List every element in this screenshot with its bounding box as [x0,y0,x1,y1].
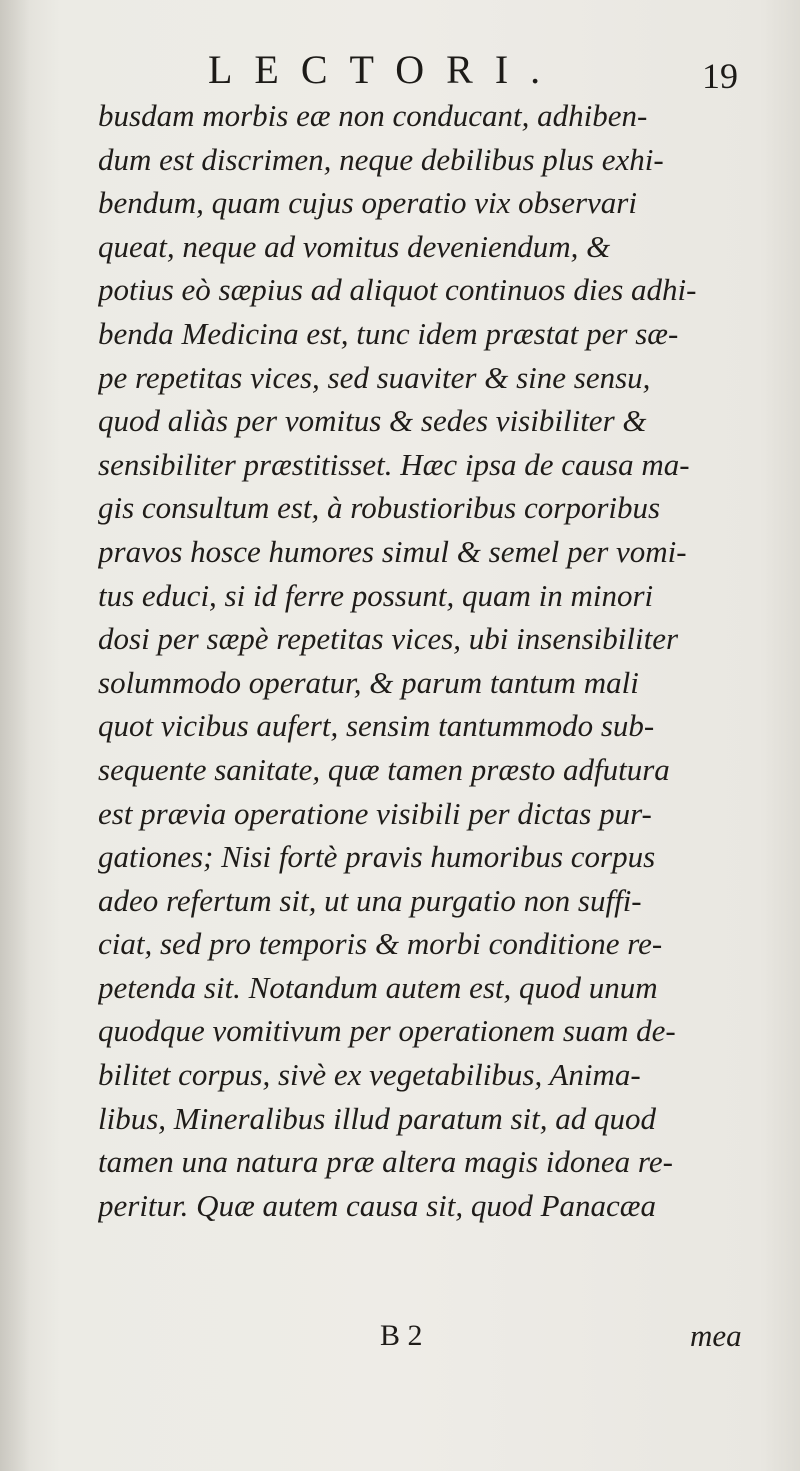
body-text [98,94,784,1227]
text-line: pravos hosce humores simul & semel per vomi- [98,533,687,569]
text-line: solummodo operatur, & parum tantum mali [98,664,639,700]
text-line: pe repetitas vices, sed suaviter & sine sensu, [98,359,651,395]
text-line: sensibiliter præstitisset. Hæc ipsa de causa ma- [98,446,690,482]
page-footer [0,1314,800,1358]
text-line: benda Medicina est, tunc idem præstat per sæ- [98,315,679,351]
text-line: quod aliàs per vomitus & sedes visibiliter & [98,403,647,439]
text-line: tus educi, si id ferre possunt, quam in minori [98,577,654,613]
signature-mark: B 2 [380,1319,423,1352]
catchword: mea [690,1318,742,1353]
text-line: quodque vomitivum per operationem suam de- [98,1013,676,1049]
page-gutter-shadow [0,0,30,1471]
text-line: est prævia operatione visibili per dictas pur- [98,795,652,831]
text-line: petenda sit. Notandum autem est, quod unum [98,969,658,1005]
text-line: bilitet corpus, sivè ex vegetabilibus, Anima- [98,1057,641,1093]
text-line: gationes; Nisi fortè pravis humoribus corpus [98,839,656,875]
text-line: adeo refertum sit, ut una purgatio non suffi- [98,882,642,918]
text-line: queat, neque ad vomitus deveniendum, & [98,228,611,264]
page-number: 19 [702,56,738,96]
running-head [0,42,800,98]
running-head-title: LECTORI. [208,47,563,92]
text-line: potius eò sæpius ad aliquot continuos dies adhi- [98,272,697,308]
text-line: sequente sanitate, quæ tamen præsto adfutura [98,751,670,787]
text-line: ciat, sed pro temporis & morbi conditione re- [98,926,663,962]
text-line: bendum, quam cujus operatio vix observari [98,185,637,221]
text-line: libus, Mineralibus illud paratum sit, ad quod [98,1100,657,1136]
text-line: busdam morbis eæ non conducant, adhiben- [98,98,648,133]
text-line: quot vicibus aufert, sensim tantummodo sub- [98,708,655,744]
text-line: dosi per sæpè repetitas vices, ubi insensibiliter [98,621,679,657]
text-line: peritur. Quæ autem causa sit, quod Panacæa [98,1187,656,1223]
text-line: gis consultum est, à robustioribus corporibus [98,490,661,526]
text-line: tamen una natura præ altera magis idonea re- [98,1144,673,1180]
text-line: dum est discrimen, neque debilibus plus exhi- [98,141,664,177]
